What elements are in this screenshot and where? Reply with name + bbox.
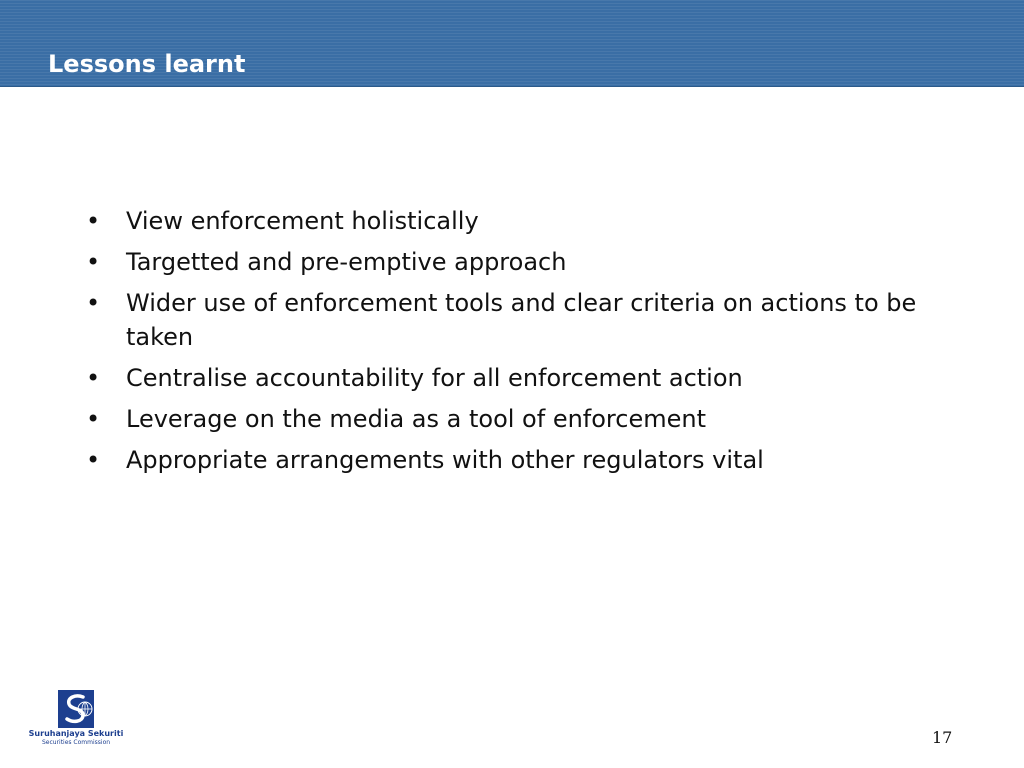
bullet-item: [86, 361, 966, 395]
bullet-list: [86, 204, 966, 484]
bullet-dot: •: [86, 289, 101, 317]
page-number: 17: [932, 728, 953, 747]
securities-commission-logo: [26, 688, 126, 748]
logo-name: Suruhanjaya Sekuriti: [28, 729, 124, 738]
bullet-text: Leverage on the media as a tool of enforcement: [126, 405, 706, 433]
bullet-dot: •: [86, 405, 101, 433]
bullet-text: Appropriate arrangements with other regulators vital: [126, 446, 764, 474]
bullet-text: Centralise accountability for all enforcement action: [126, 364, 743, 392]
bullet-item: [86, 443, 966, 477]
bullet-text: View enforcement holistically: [126, 207, 479, 235]
bullet-dot: •: [86, 207, 101, 235]
bullet-text: Wider use of enforcement tools and clear criteria on actions to be taken: [126, 289, 917, 351]
slide-title: Lessons learnt: [48, 50, 246, 78]
bullet-dot: •: [86, 248, 101, 276]
bullet-dot: •: [86, 446, 101, 474]
sc-logo-icon: [58, 690, 94, 728]
bullet-item: [86, 204, 966, 238]
bullet-text: Targetted and pre-emptive approach: [126, 248, 567, 276]
bullet-item: [86, 245, 966, 279]
bullet-dot: •: [86, 364, 101, 392]
logo-subtitle: Securities Commission: [41, 739, 111, 746]
bullet-item: [86, 286, 966, 354]
bullet-item: [86, 402, 966, 436]
